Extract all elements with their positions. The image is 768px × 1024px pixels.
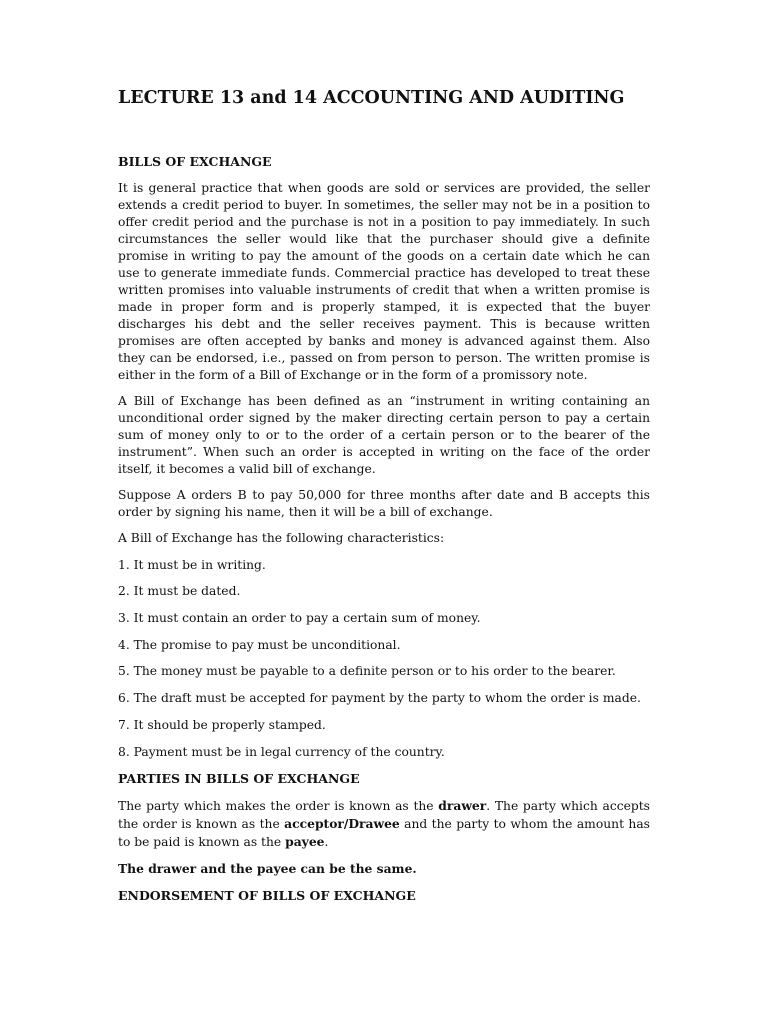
text-run: . bbox=[324, 835, 329, 850]
section-heading-endorsement: ENDORSEMENT OF BILLS OF EXCHANGE bbox=[118, 888, 416, 904]
list-item: 5. The money must be payable to a definite person or to his order to the bearer. bbox=[118, 664, 616, 679]
characteristics-list bbox=[118, 557, 650, 761]
list-item: 2. It must be dated. bbox=[118, 584, 241, 599]
paragraph-intro: It is general practice that when goods are sold or services are provided, the seller extends a credit period to buyer. In sometimes, the seller may not be in a position to offer credit period and the purchase is not in a position to pay immediately. In such circumstances the seller would like that the purchaser should give a definite promise in writing to pay the amount of the goods on a certain date which he can use to generate immediate funds. Commercial practice has developed to treat these written promises into valuable instruments of credit that when a written promise is made in proper form and is properly stamped, it is expected that the buyer discharges his debt and the seller receives payment. This is because written promises are often accepted by banks and money is advanced against them. Also they can be endorsed, i.e., passed on from person to person. The written promise is either in the form of a Bill of Exchange or in the form of a promissory note. bbox=[118, 181, 650, 382]
text-run: . The party which accepts the order is known as the bbox=[118, 799, 650, 832]
document-page bbox=[118, 86, 650, 914]
text-run: and the party to whom the amount has to be paid is known as the bbox=[118, 817, 650, 850]
list-item: 3. It must contain an order to pay a certain sum of money. bbox=[118, 611, 481, 626]
paragraph-parties bbox=[118, 797, 650, 851]
paragraph-definition: A Bill of Exchange has been defined as an “instrument in writing containing an unconditional order signed by the maker directing certain person to pay a certain sum of money only to or to the order of a certain person or to the bearer of the instrument”. When such an order is accepted in writing on the face of the order itself, it becomes a valid bill of exchange. bbox=[118, 394, 650, 476]
section-heading-parties: PARTIES IN BILLS OF EXCHANGE bbox=[118, 771, 360, 787]
paragraph-characteristics-intro: A Bill of Exchange has the following characteristics: bbox=[118, 531, 445, 545]
term-drawer: drawer bbox=[438, 798, 487, 814]
list-item: 8. Payment must be in legal currency of the country. bbox=[118, 744, 445, 759]
bold-note: The drawer and the payee can be the same. bbox=[118, 861, 417, 877]
term-payee: payee bbox=[285, 834, 325, 850]
list-item: 7. It should be properly stamped. bbox=[118, 717, 326, 732]
list-item: 1. It must be in writing. bbox=[118, 557, 266, 572]
list-item: 6. The draft must be accepted for payment by the party to whom the order is made. bbox=[118, 691, 641, 706]
page-title: LECTURE 13 and 14 ACCOUNTING AND AUDITING bbox=[118, 88, 625, 108]
section-heading-bills-of-exchange: BILLS OF EXCHANGE bbox=[118, 154, 272, 169]
term-acceptor: acceptor/Drawee bbox=[284, 816, 400, 832]
text-run: The party which makes the order is known as the bbox=[118, 799, 439, 814]
list-item: 4. The promise to pay must be unconditional. bbox=[118, 637, 401, 652]
paragraph-example: Suppose A orders B to pay 50,000 for three months after date and B accepts this order by signing his name, then it will be a bill of exchange. bbox=[118, 488, 650, 519]
